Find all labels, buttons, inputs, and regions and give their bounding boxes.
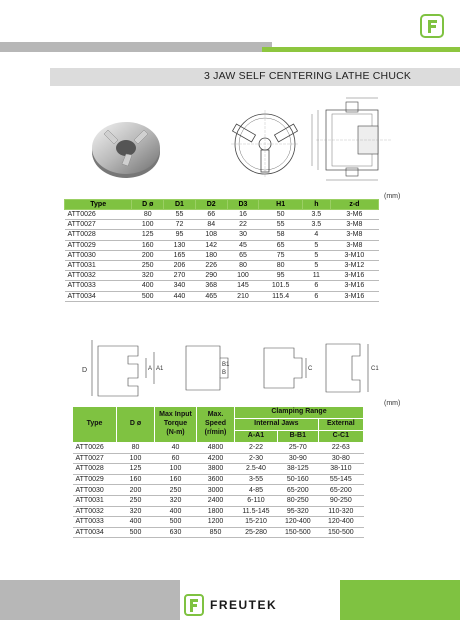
- table-cell: 50-160: [277, 474, 318, 485]
- table-cell: 4200: [197, 453, 235, 464]
- col-header: D ø: [132, 200, 164, 210]
- table-cell: 850: [197, 527, 235, 538]
- table-cell: 160: [117, 474, 155, 485]
- table-cell: 340: [164, 281, 196, 291]
- table-row: [65, 281, 379, 291]
- col-header: D1: [164, 200, 196, 210]
- table-row: [65, 291, 379, 301]
- table-cell: 72: [164, 220, 196, 230]
- torque-line-3: (N-m): [166, 428, 185, 436]
- chuck-side-drawing: [306, 92, 402, 188]
- table-cell: 60: [155, 453, 197, 464]
- torque-line-1: Max Input: [159, 411, 192, 419]
- table-row: [73, 495, 364, 506]
- table-cell: 45: [227, 240, 259, 250]
- table-cell: 100: [117, 453, 155, 464]
- table-cell: 400: [155, 506, 197, 517]
- table-cell: 270: [164, 271, 196, 281]
- table-cell: 80: [259, 260, 303, 270]
- page-title: 3 JAW SELF CENTERING LATHE CHUCK: [204, 70, 412, 82]
- table-row: [73, 453, 364, 464]
- table-cell: 75: [259, 250, 303, 260]
- table-cell: ATT0029: [73, 474, 117, 485]
- table-cell: 80: [117, 443, 155, 454]
- table-cell: 95: [164, 230, 196, 240]
- table-cell: 3-M6: [330, 210, 378, 220]
- chuck-photo: [86, 112, 170, 184]
- table-cell: 22-63: [318, 443, 363, 454]
- table-cell: 84: [195, 220, 227, 230]
- table-cell: 320: [132, 271, 164, 281]
- col-header: H1: [259, 200, 303, 210]
- table-cell: 160: [132, 240, 164, 250]
- table-cell: 6: [302, 291, 330, 301]
- table-cell: 2-30: [235, 453, 278, 464]
- table-cell: 11.5-145: [235, 506, 278, 517]
- table-cell: 15-210: [235, 517, 278, 528]
- table-cell: 250: [117, 495, 155, 506]
- table-cell: 400: [117, 517, 155, 528]
- table-cell: 66: [195, 210, 227, 220]
- col-header-external: External: [318, 419, 363, 431]
- table-cell: 40: [155, 443, 197, 454]
- table-cell: 165: [164, 250, 196, 260]
- col-header: h: [302, 200, 330, 210]
- table-cell: ATT0026: [65, 210, 132, 220]
- table-cell: 3.5: [302, 220, 330, 230]
- table-cell: 101.5: [259, 281, 303, 291]
- table-cell: 500: [132, 291, 164, 301]
- table-cell: 25-70: [277, 443, 318, 454]
- table-row: [65, 210, 379, 220]
- table-cell: 290: [195, 271, 227, 281]
- table-cell: 3800: [197, 464, 235, 475]
- col-header: D3: [227, 200, 259, 210]
- table-cell: 65: [227, 250, 259, 260]
- table-cell: ATT0033: [73, 517, 117, 528]
- table-cell: 150-500: [277, 527, 318, 538]
- speed-line-1: Max.: [207, 411, 224, 419]
- table-cell: 120-400: [318, 517, 363, 528]
- table-cell: 130: [164, 240, 196, 250]
- col-header-speed: [197, 407, 235, 443]
- table-cell: ATT0034: [73, 527, 117, 538]
- table-cell: 38-125: [277, 464, 318, 475]
- table-cell: 200: [117, 485, 155, 496]
- table-cell: 150-500: [318, 527, 363, 538]
- table-cell: 4800: [197, 443, 235, 454]
- table-cell: ATT0031: [73, 495, 117, 506]
- table-cell: 142: [195, 240, 227, 250]
- clamping-table: [72, 406, 364, 538]
- table-cell: 630: [155, 527, 197, 538]
- footer-brand: [184, 594, 277, 616]
- table-cell: 125: [132, 230, 164, 240]
- table-cell: 3.5: [302, 210, 330, 220]
- col-header-a: A-A1: [235, 431, 278, 443]
- torque-line-2: Torque: [163, 420, 188, 428]
- table-cell: ATT0027: [73, 453, 117, 464]
- header-stripe-gray: [0, 42, 272, 52]
- table-row: [73, 485, 364, 496]
- table-cell: 2-22: [235, 443, 278, 454]
- table-cell: ATT0026: [73, 443, 117, 454]
- col-header-clamping: Clamping Range: [235, 407, 364, 419]
- table-cell: 3000: [197, 485, 235, 496]
- table-cell: 440: [164, 291, 196, 301]
- table-cell: 3-55: [235, 474, 278, 485]
- table-cell: 320: [155, 495, 197, 506]
- table-cell: 16: [227, 210, 259, 220]
- table-cell: 4: [302, 230, 330, 240]
- table-row: [73, 506, 364, 517]
- table-cell: ATT0027: [65, 220, 132, 230]
- chuck-front-drawing: [228, 104, 302, 184]
- table-cell: 206: [164, 260, 196, 270]
- table-cell: 5: [302, 250, 330, 260]
- table-row: [73, 527, 364, 538]
- freutek-logo-icon: [420, 14, 444, 38]
- table-cell: 3-M8: [330, 230, 378, 240]
- col-header-internal: Internal Jaws: [235, 419, 319, 431]
- table-cell: 2.5-40: [235, 464, 278, 475]
- dimensions-table-body: [65, 210, 379, 302]
- table-row: [65, 271, 379, 281]
- table-cell: 30-90: [277, 453, 318, 464]
- table-cell: 25-280: [235, 527, 278, 538]
- table-cell: 95-320: [277, 506, 318, 517]
- speed-line-3: (r/min): [204, 428, 227, 436]
- table-cell: 3-M8: [330, 220, 378, 230]
- dimensions-table: [64, 199, 379, 302]
- table-cell: 22: [227, 220, 259, 230]
- table-cell: 30: [227, 230, 259, 240]
- col-header: Type: [65, 200, 132, 210]
- speed-line-2: Speed: [204, 420, 226, 428]
- table-cell: 30-80: [318, 453, 363, 464]
- clamping-range-sketches: [68, 334, 388, 404]
- table-cell: 38-110: [318, 464, 363, 475]
- clamping-table-body: [73, 443, 364, 538]
- table-cell: 4-85: [235, 485, 278, 496]
- table-cell: 210: [227, 291, 259, 301]
- table2-unit: (mm): [384, 400, 401, 407]
- table-cell: 100: [132, 220, 164, 230]
- brand-name: FREUTEK: [210, 598, 278, 612]
- table-cell: 320: [117, 506, 155, 517]
- table-cell: 250: [155, 485, 197, 496]
- table-cell: ATT0033: [65, 281, 132, 291]
- table-cell: 125: [117, 464, 155, 475]
- table-cell: 11: [302, 271, 330, 281]
- table-header-row: [65, 200, 379, 210]
- table-cell: 500: [155, 517, 197, 528]
- table-cell: 500: [117, 527, 155, 538]
- table-cell: 110-320: [318, 506, 363, 517]
- table-cell: 65-200: [277, 485, 318, 496]
- dim-label-c: C: [308, 366, 313, 372]
- table-cell: 6-110: [235, 495, 278, 506]
- table-cell: 120-400: [277, 517, 318, 528]
- table-row: [65, 230, 379, 240]
- table-cell: 180: [195, 250, 227, 260]
- freutek-f-icon: [184, 594, 204, 616]
- dim-label-d: D: [82, 367, 88, 374]
- table-row: [73, 464, 364, 475]
- table-row: [65, 250, 379, 260]
- col-header-type: Type: [73, 407, 117, 443]
- table-cell: 6: [302, 281, 330, 291]
- col-header-d: D ø: [117, 407, 155, 443]
- table-cell: 3-M16: [330, 291, 378, 301]
- table-cell: 55: [164, 210, 196, 220]
- table-cell: 55-145: [318, 474, 363, 485]
- table-cell: 200: [132, 250, 164, 260]
- table-cell: 1200: [197, 517, 235, 528]
- table-cell: 65-200: [318, 485, 363, 496]
- table-cell: 80-250: [277, 495, 318, 506]
- table-cell: 368: [195, 281, 227, 291]
- table-cell: 250: [132, 260, 164, 270]
- table-cell: 108: [195, 230, 227, 240]
- table-cell: 465: [195, 291, 227, 301]
- table-cell: ATT0029: [65, 240, 132, 250]
- table-cell: 2400: [197, 495, 235, 506]
- table-cell: 3-M16: [330, 281, 378, 291]
- dim-label-a1: A1: [156, 366, 164, 372]
- table-cell: 3-M12: [330, 260, 378, 270]
- table-cell: 55: [259, 220, 303, 230]
- table-row: [65, 240, 379, 250]
- col-header-b: B-B1: [277, 431, 318, 443]
- table-cell: ATT0030: [65, 250, 132, 260]
- table-cell: ATT0030: [73, 485, 117, 496]
- table-cell: 226: [195, 260, 227, 270]
- table-cell: 95: [259, 271, 303, 281]
- table-cell: 3-M8: [330, 240, 378, 250]
- table-row: [73, 517, 364, 528]
- col-header: D2: [195, 200, 227, 210]
- table-cell: 160: [155, 474, 197, 485]
- table-cell: ATT0032: [65, 271, 132, 281]
- table-row: [73, 443, 364, 454]
- table-cell: 58: [259, 230, 303, 240]
- col-header-torque: [155, 407, 197, 443]
- table-cell: 3600: [197, 474, 235, 485]
- table-cell: ATT0031: [65, 260, 132, 270]
- dim-label-a: A: [148, 366, 153, 372]
- table1-unit: (mm): [384, 193, 401, 200]
- col-header: z-d: [330, 200, 378, 210]
- table-cell: 80: [132, 210, 164, 220]
- table-cell: 3-M10: [330, 250, 378, 260]
- table-cell: 115.4: [259, 291, 303, 301]
- dim-label-b1: B1: [222, 362, 230, 368]
- table-cell: 1800: [197, 506, 235, 517]
- table-row: [65, 220, 379, 230]
- footer-slant-left: [160, 580, 180, 620]
- table-cell: ATT0028: [73, 464, 117, 475]
- table-cell: 100: [155, 464, 197, 475]
- table-cell: 80: [227, 260, 259, 270]
- table-cell: 400: [132, 281, 164, 291]
- table-cell: ATT0032: [73, 506, 117, 517]
- table-cell: 50: [259, 210, 303, 220]
- table-cell: 5: [302, 240, 330, 250]
- footer-slant-right: [340, 580, 360, 620]
- table-cell: 65: [259, 240, 303, 250]
- col-header-c: C-C1: [318, 431, 363, 443]
- table-cell: ATT0034: [65, 291, 132, 301]
- table-row: [65, 260, 379, 270]
- table-cell: ATT0028: [65, 230, 132, 240]
- dim-label-b: B: [222, 370, 227, 376]
- table-cell: 145: [227, 281, 259, 291]
- table-cell: 3-M16: [330, 271, 378, 281]
- header-stripe-green: [262, 47, 460, 52]
- table-header-row: [73, 407, 364, 419]
- table-cell: 5: [302, 260, 330, 270]
- table-cell: 100: [227, 271, 259, 281]
- table-row: [73, 474, 364, 485]
- dim-label-c1: C1: [371, 366, 379, 372]
- table-cell: 90-250: [318, 495, 363, 506]
